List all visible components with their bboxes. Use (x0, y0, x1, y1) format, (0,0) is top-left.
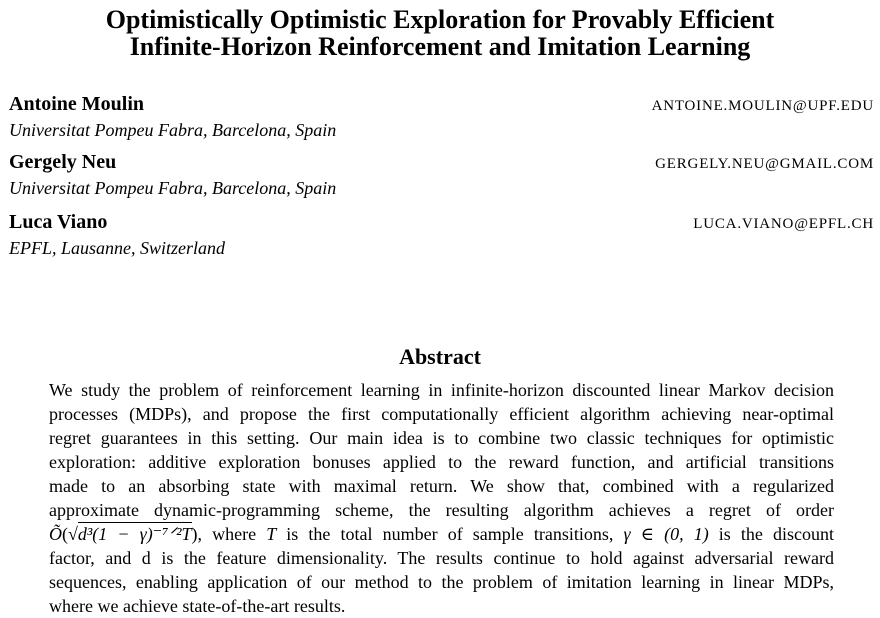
abstract-regret-line: Õ(√d³(1 − γ)⁻⁷ᐟ²T), where T is the total number of sample transitions, γ ∈ (0, 1) is the discount (49, 524, 834, 544)
author-affiliation: EPFL, Lausanne, Switzerland (9, 238, 226, 258)
author-email: LUCA.VIANO@EPFL.CH (693, 216, 874, 232)
paper-title-line-1: Optimistically Optimistic Exploration for Provably Efficient (105, 5, 775, 34)
abstract-line: sequences, enabling application of our method to the problem of imitation learning in linear MDPs, (49, 572, 834, 592)
abstract-line: approximate dynamic-programming scheme, the resulting algorithm achieves a regret of order (49, 500, 834, 520)
author-block (9, 92, 874, 142)
regret-symbol: Õ (49, 524, 62, 544)
abstract-line: where we achieve state-of-the-art results. (49, 596, 346, 616)
abstract-line: factor, and d is the feature dimensionality. The results continue to hold against adversarial reward (49, 548, 834, 568)
author-name: Antoine Moulin (9, 93, 145, 115)
abstract-line: We study the problem of reinforcement learning in infinite-horizon discounted linear Markov decision (49, 380, 834, 400)
author-affiliation: Universitat Pompeu Fabra, Barcelona, Spain (9, 120, 337, 140)
var-gamma: γ ∈ (0, 1) (623, 524, 709, 544)
abstract-body (49, 378, 834, 618)
var-T: T (266, 524, 277, 544)
regret-text: is the discount (708, 524, 834, 544)
paper-title (0, 6, 880, 60)
abstract-line: processes (MDPs), and propose the first computationally efficient algorithm achieving near-optimal (49, 404, 834, 424)
author-name: Gergely Neu (9, 151, 117, 173)
paper-title-line-2: Infinite-Horizon Reinforcement and Imitation Learning (129, 32, 751, 61)
regret-text: ), where (191, 524, 267, 544)
author-email: ANTOINE.MOULIN@UPF.EDU (651, 98, 874, 114)
author-affiliation: Universitat Pompeu Fabra, Barcelona, Spain (9, 178, 337, 198)
regret-text: is the total number of sample transitions, (276, 524, 624, 544)
author-name: Luca Viano (9, 211, 108, 233)
abstract-heading: Abstract (399, 344, 481, 369)
abstract-line: made to an absorbing state with maximal return. We show that, combined with a regularized (49, 476, 834, 496)
author-email: GERGELY.NEU@GMAIL.COM (655, 156, 874, 172)
author-block (9, 150, 874, 200)
regret-sqrt-content: d³(1 − γ)⁻⁷ᐟ²T (77, 524, 192, 544)
author-block (9, 210, 874, 260)
abstract-line: regret guarantees in this setting. Our main idea is to combine two classic techniques for optimistic (49, 428, 834, 448)
abstract-line: exploration: additive exploration bonuses applied to the reward function, and artificial transitions (49, 452, 834, 472)
